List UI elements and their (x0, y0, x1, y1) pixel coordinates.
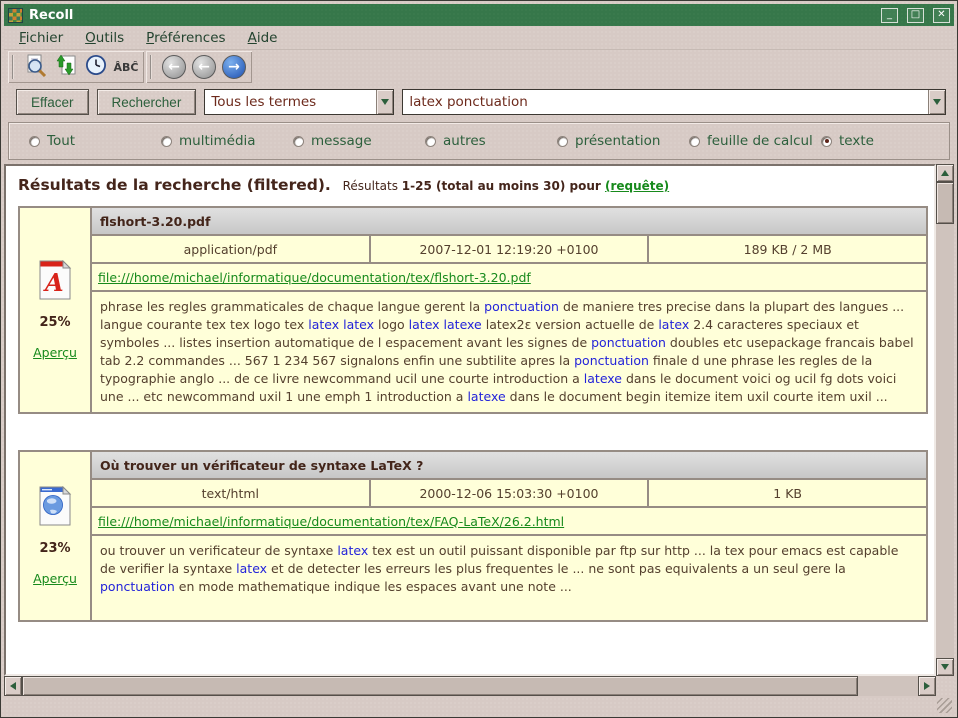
clear-button[interactable]: Effacer (16, 89, 89, 115)
window-title: Recoll (29, 7, 74, 23)
results-header (18, 176, 930, 194)
radio-icon (293, 136, 304, 147)
result-card (18, 450, 928, 622)
relevance-percent: 25% (39, 315, 71, 330)
triangle-up-icon (941, 170, 949, 176)
maximize-button[interactable]: □ (907, 8, 924, 23)
radio-autres[interactable]: autres (425, 133, 557, 149)
pdf-document-icon (38, 260, 72, 300)
menu-bar (4, 26, 954, 50)
first-page-button[interactable] (160, 54, 188, 80)
document-search-icon (24, 53, 48, 81)
title-bar[interactable] (4, 4, 954, 26)
app-icon (8, 8, 23, 23)
previous-page-button[interactable] (190, 54, 218, 80)
results-area (4, 164, 954, 696)
result-mime: text/html (92, 480, 369, 506)
menu-preferences[interactable]: Préférences (146, 29, 226, 46)
radio-message[interactable]: message (293, 133, 425, 149)
result-url-row (92, 508, 926, 534)
search-mode-select[interactable] (204, 89, 394, 115)
minimize-button[interactable]: _ (881, 8, 898, 23)
radio-feuille-de-calcul[interactable]: feuille de calcul (689, 133, 821, 149)
radio-multimedia[interactable]: multimédia (161, 133, 293, 149)
sort-parameters-button[interactable] (52, 54, 80, 80)
term-explorer-icon: ÂBĈ (113, 60, 139, 74)
menu-outils[interactable]: Outils (85, 29, 125, 46)
result-url-link[interactable]: file:///home/michael/informatique/documentation/tex/FAQ-LaTeX/26.2.html (98, 513, 565, 529)
results-list (4, 164, 936, 676)
resize-grip-icon[interactable] (937, 698, 952, 713)
horizontal-scrollbar-thumb[interactable] (22, 676, 858, 696)
result-url-row (92, 264, 926, 290)
result-title: flshort-3.20.pdf (92, 208, 926, 234)
arrow-left-icon: ← (192, 55, 216, 79)
result-side-panel (20, 452, 90, 620)
result-size: 1 KB (649, 480, 926, 506)
results-title: Résultats de la recherche (filtered). (18, 176, 331, 194)
result-mime: application/pdf (92, 236, 369, 262)
search-query-input[interactable] (402, 89, 946, 115)
scroll-right-button[interactable] (918, 676, 936, 696)
result-snippet: phrase les regles grammaticales de chaque langue gerent la ponctuation de maniere tres precise dans la plupart des langues ... langue courante tex tex logo tex latex latex logo latex latexe latex2ε version actuelle de latex 2.4 caracteres speciaux et symboles ... listes insertion automatique de l espacement avant les signes de ponctuation doubles etc usepackage francais babel tab 2.2 commandes ... 567 1 234 567 signalons enfin une subtilite apres la ponctuation finale d une phrase les regles de la typographie anglo ... de ce livre newcommand ucil une courte introduction a latexe dans le document voici og ucil fg dots voici une ... etc newcommand uxil 1 une emph 1 introduction a latexe dans le document begin itemize item uxil courte item uxil ... (92, 292, 926, 412)
radio-icon (689, 136, 700, 147)
results-prefix: Résultats (342, 179, 402, 193)
document-history-button[interactable] (82, 54, 110, 80)
vertical-scrollbar[interactable] (936, 164, 954, 676)
result-title: Où trouver un vérificateur de syntaxe LaTeX ? (92, 452, 926, 478)
menu-aide[interactable]: Aide (247, 29, 278, 46)
category-filter-frame (8, 122, 950, 160)
advanced-search-button[interactable] (22, 54, 50, 80)
radio-presentation[interactable]: présentation (557, 133, 689, 149)
toolbar-grip[interactable] (150, 55, 155, 79)
arrow-left-icon: ← (162, 55, 186, 79)
result-date: 2007-12-01 12:19:20 +0100 (371, 236, 648, 262)
clock-icon (84, 53, 108, 81)
search-mode-value: Tous les termes (211, 94, 317, 110)
horizontal-scrollbar-track[interactable] (858, 676, 918, 696)
scroll-left-button[interactable] (4, 676, 22, 696)
svg-text:A: A (45, 268, 64, 297)
search-row (4, 84, 954, 120)
result-card (18, 206, 928, 414)
radio-texte[interactable]: texte (821, 133, 874, 149)
close-button[interactable]: ✕ (933, 8, 950, 23)
scrollbar-corner (936, 676, 954, 696)
chevron-down-icon[interactable] (928, 90, 945, 114)
preview-link[interactable]: Aperçu (33, 571, 77, 586)
scroll-down-button[interactable] (936, 658, 954, 676)
vertical-scrollbar-thumb[interactable] (936, 182, 954, 224)
relevance-percent: 23% (39, 541, 71, 556)
results-gap (18, 414, 930, 450)
status-bar (4, 696, 954, 714)
html-page-icon (38, 486, 72, 526)
chevron-down-icon[interactable] (376, 90, 393, 114)
arrow-right-icon: → (222, 55, 246, 79)
preview-link[interactable]: Aperçu (33, 345, 77, 360)
triangle-right-icon (924, 682, 930, 690)
result-size: 189 KB / 2 MB (649, 236, 926, 262)
next-page-button[interactable] (220, 54, 248, 80)
result-side-panel (20, 208, 90, 412)
result-date: 2000-12-06 15:03:30 +0100 (371, 480, 648, 506)
radio-icon (557, 136, 568, 147)
term-explorer-button[interactable] (112, 54, 140, 80)
radio-icon (821, 136, 832, 147)
triangle-down-icon (941, 664, 949, 670)
tool-bar (4, 50, 954, 84)
results-range: 1-25 (total au moins 30) pour (401, 179, 605, 193)
triangle-left-icon (10, 682, 16, 690)
scroll-up-button[interactable] (936, 164, 954, 182)
result-snippet: ou trouver un verificateur de syntaxe latex tex est un outil puissant disponible par ftp sur http ... la tex pour emacs est capable de verifier la syntaxe latex et de detecter les erreurs les plus frequentes le ... ne sont pas equivalents a un seul gere la ponctuation en mode mathematique indique les espaces avant une note ... (92, 536, 926, 620)
result-url-link[interactable]: file:///home/michael/informatique/documentation/tex/flshort-3.20.pdf (98, 269, 531, 285)
document-sort-icon (54, 53, 78, 81)
search-query-value: latex ponctuation (409, 94, 528, 110)
horizontal-scrollbar[interactable] (4, 676, 936, 696)
radio-icon (425, 136, 436, 147)
query-link[interactable]: (requête) (604, 179, 670, 193)
menu-fichier[interactable]: Fichier (19, 29, 64, 46)
vertical-scrollbar-track[interactable] (936, 224, 954, 658)
toolbar-grip[interactable] (12, 55, 17, 79)
search-button[interactable]: Rechercher (97, 89, 197, 115)
radio-icon (29, 136, 40, 147)
radio-icon (161, 136, 172, 147)
radio-tout[interactable]: Tout (29, 133, 161, 149)
